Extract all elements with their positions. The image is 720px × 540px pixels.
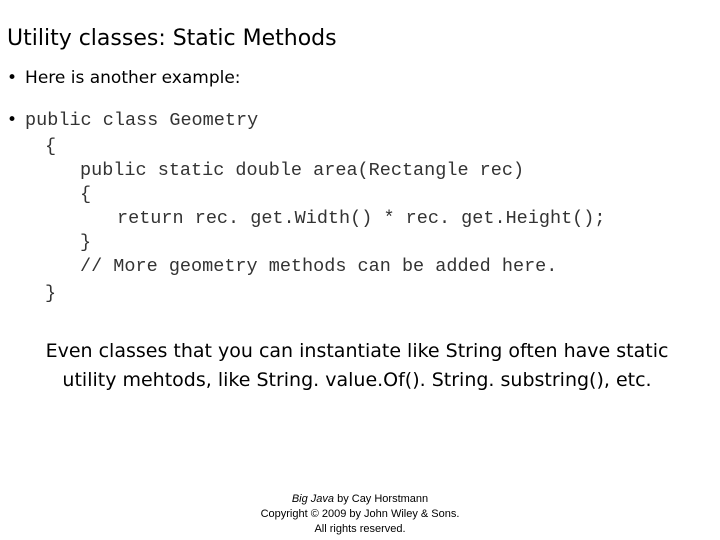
- code-comment: // More geometry methods can be added here.: [80, 256, 558, 277]
- note-text: utility mehtods, like String. value.Of(). String. substring(), etc.: [62, 369, 652, 391]
- code-line: return rec. get.Width() * rec. get.Height();: [117, 208, 606, 229]
- slide-title: Utility classes: Static Methods: [7, 26, 337, 51]
- bullet-icon: •: [7, 110, 18, 130]
- bullet-item: [7, 68, 241, 88]
- code-line: }: [45, 283, 57, 304]
- bullet-item: [7, 110, 258, 131]
- footer-book-title: Big Java: [291, 493, 335, 505]
- footer-book-author: by Cay Horstmann: [334, 493, 429, 505]
- footer-copyright: Copyright © 2009 by John Wiley & Sons.: [260, 508, 460, 520]
- bullet-icon: •: [7, 68, 18, 88]
- note-text: Even classes that you can instantiate like String often have static: [45, 340, 669, 362]
- bullet-text: Here is another example:: [25, 68, 241, 88]
- code-line: {: [45, 136, 57, 157]
- code-line: {: [80, 184, 92, 205]
- footer-rights: All rights reserved.: [314, 523, 406, 535]
- code-line: public static double area(Rectangle rec): [80, 160, 525, 181]
- footer-credit: [0, 492, 720, 507]
- code-line: }: [80, 232, 92, 253]
- code-class-declaration: public class Geometry: [25, 110, 259, 131]
